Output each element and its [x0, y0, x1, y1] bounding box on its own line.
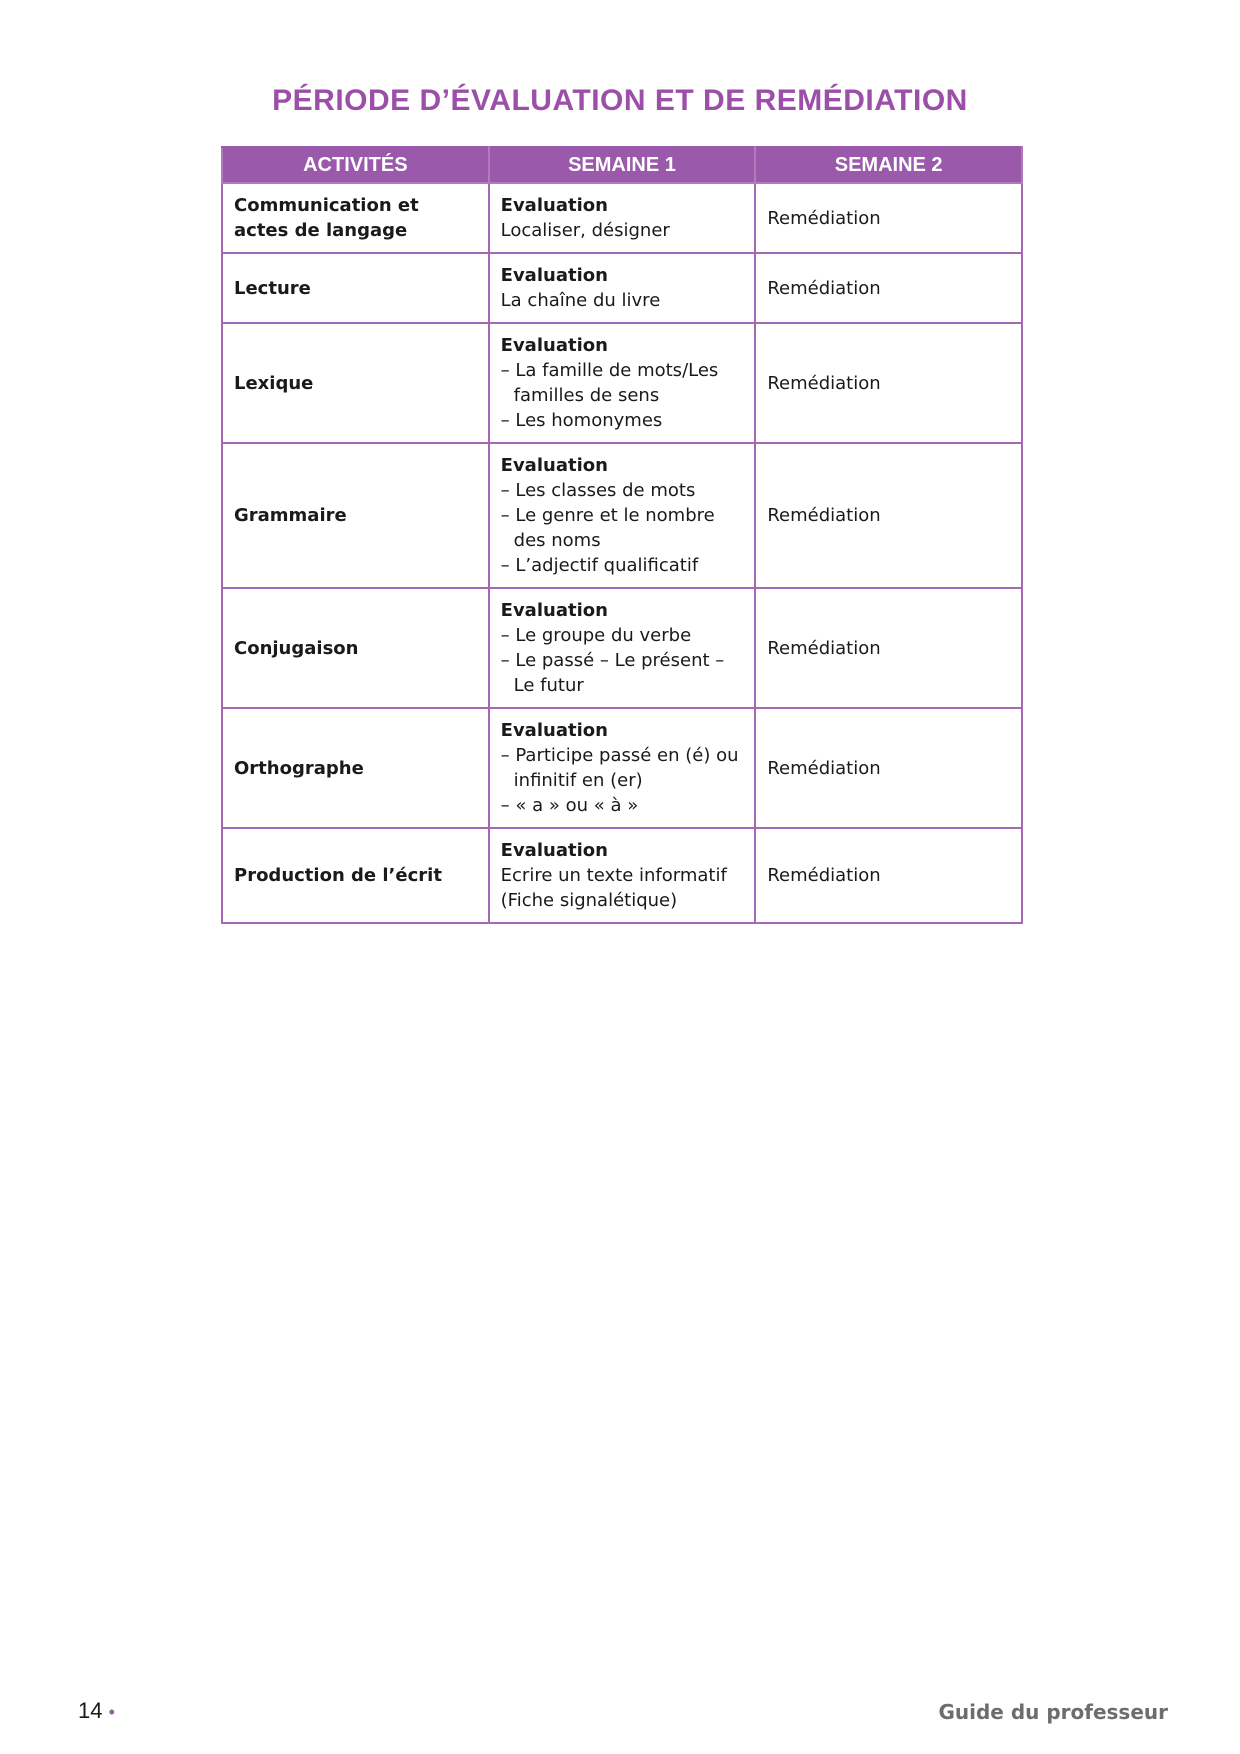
week1-line: – Le groupe du verbe [500, 625, 692, 646]
week2-cell: Remédiation [755, 443, 1022, 588]
footer-guide-label: Guide du professeur [938, 1700, 1168, 1724]
week2-cell: Remédiation [755, 183, 1022, 253]
table-row [222, 323, 1022, 443]
week1-line: – L’adjectif qualificatif [500, 555, 699, 576]
week1-cell [489, 443, 756, 588]
week1-line: (Fiche signalétique) [500, 890, 678, 911]
week1-cell [489, 253, 756, 323]
evaluation-label: Evaluation [500, 840, 608, 861]
page-number [78, 1698, 115, 1724]
table-row [222, 588, 1022, 708]
header-semaine-1: SEMAINE 1 [489, 147, 756, 183]
evaluation-label: Evaluation [500, 195, 608, 216]
table-row [222, 253, 1022, 323]
activity-cell: Communication et actes de langage [222, 183, 489, 253]
evaluation-table [221, 146, 1023, 924]
header-activites: ACTIVITÉS [222, 147, 489, 183]
activity-cell: Orthographe [222, 708, 489, 828]
week1-cell [489, 183, 756, 253]
week1-line: – Les classes de mots [500, 480, 696, 501]
week1-line: La chaîne du livre [500, 290, 661, 311]
table-row [222, 443, 1022, 588]
week1-line: – Le passé – Le présent – Le futur [500, 650, 725, 696]
table-row [222, 183, 1022, 253]
evaluation-label: Evaluation [500, 720, 608, 741]
week1-line: – Le genre et le nombre des noms [500, 505, 715, 551]
evaluation-label: Evaluation [500, 600, 608, 621]
week1-line: – Les homonymes [500, 410, 663, 431]
page-title: PÉRIODE D’ÉVALUATION ET DE REMÉDIATION [272, 84, 968, 117]
week1-line: – Participe passé en (é) ou infinitif en (er) [500, 745, 739, 791]
week1-cell [489, 708, 756, 828]
bullet-icon: • [108, 1702, 115, 1722]
week1-line: – « a » ou « à » [500, 795, 639, 816]
activity-cell: Lecture [222, 253, 489, 323]
week1-line: Ecrire un texte informatif [500, 865, 727, 886]
page-number-value: 14 [78, 1698, 103, 1723]
header-semaine-2: SEMAINE 2 [755, 147, 1022, 183]
week1-cell [489, 588, 756, 708]
week2-cell: Remédiation [755, 828, 1022, 923]
week2-cell: Remédiation [755, 253, 1022, 323]
week2-cell: Remédiation [755, 708, 1022, 828]
table-row [222, 828, 1022, 923]
activity-cell: Grammaire [222, 443, 489, 588]
table-header-row [222, 147, 1022, 183]
week1-cell [489, 828, 756, 923]
evaluation-label: Evaluation [500, 265, 608, 286]
week1-line: Localiser, désigner [500, 220, 670, 241]
evaluation-label: Evaluation [500, 455, 608, 476]
table-row [222, 708, 1022, 828]
week2-cell: Remédiation [755, 588, 1022, 708]
activity-cell: Conjugaison [222, 588, 489, 708]
week1-cell [489, 323, 756, 443]
week2-cell: Remédiation [755, 323, 1022, 443]
evaluation-label: Evaluation [500, 335, 608, 356]
activity-cell: Lexique [222, 323, 489, 443]
activity-cell: Production de l’écrit [222, 828, 489, 923]
week1-line: – La famille de mots/Les familles de sens [500, 360, 719, 406]
